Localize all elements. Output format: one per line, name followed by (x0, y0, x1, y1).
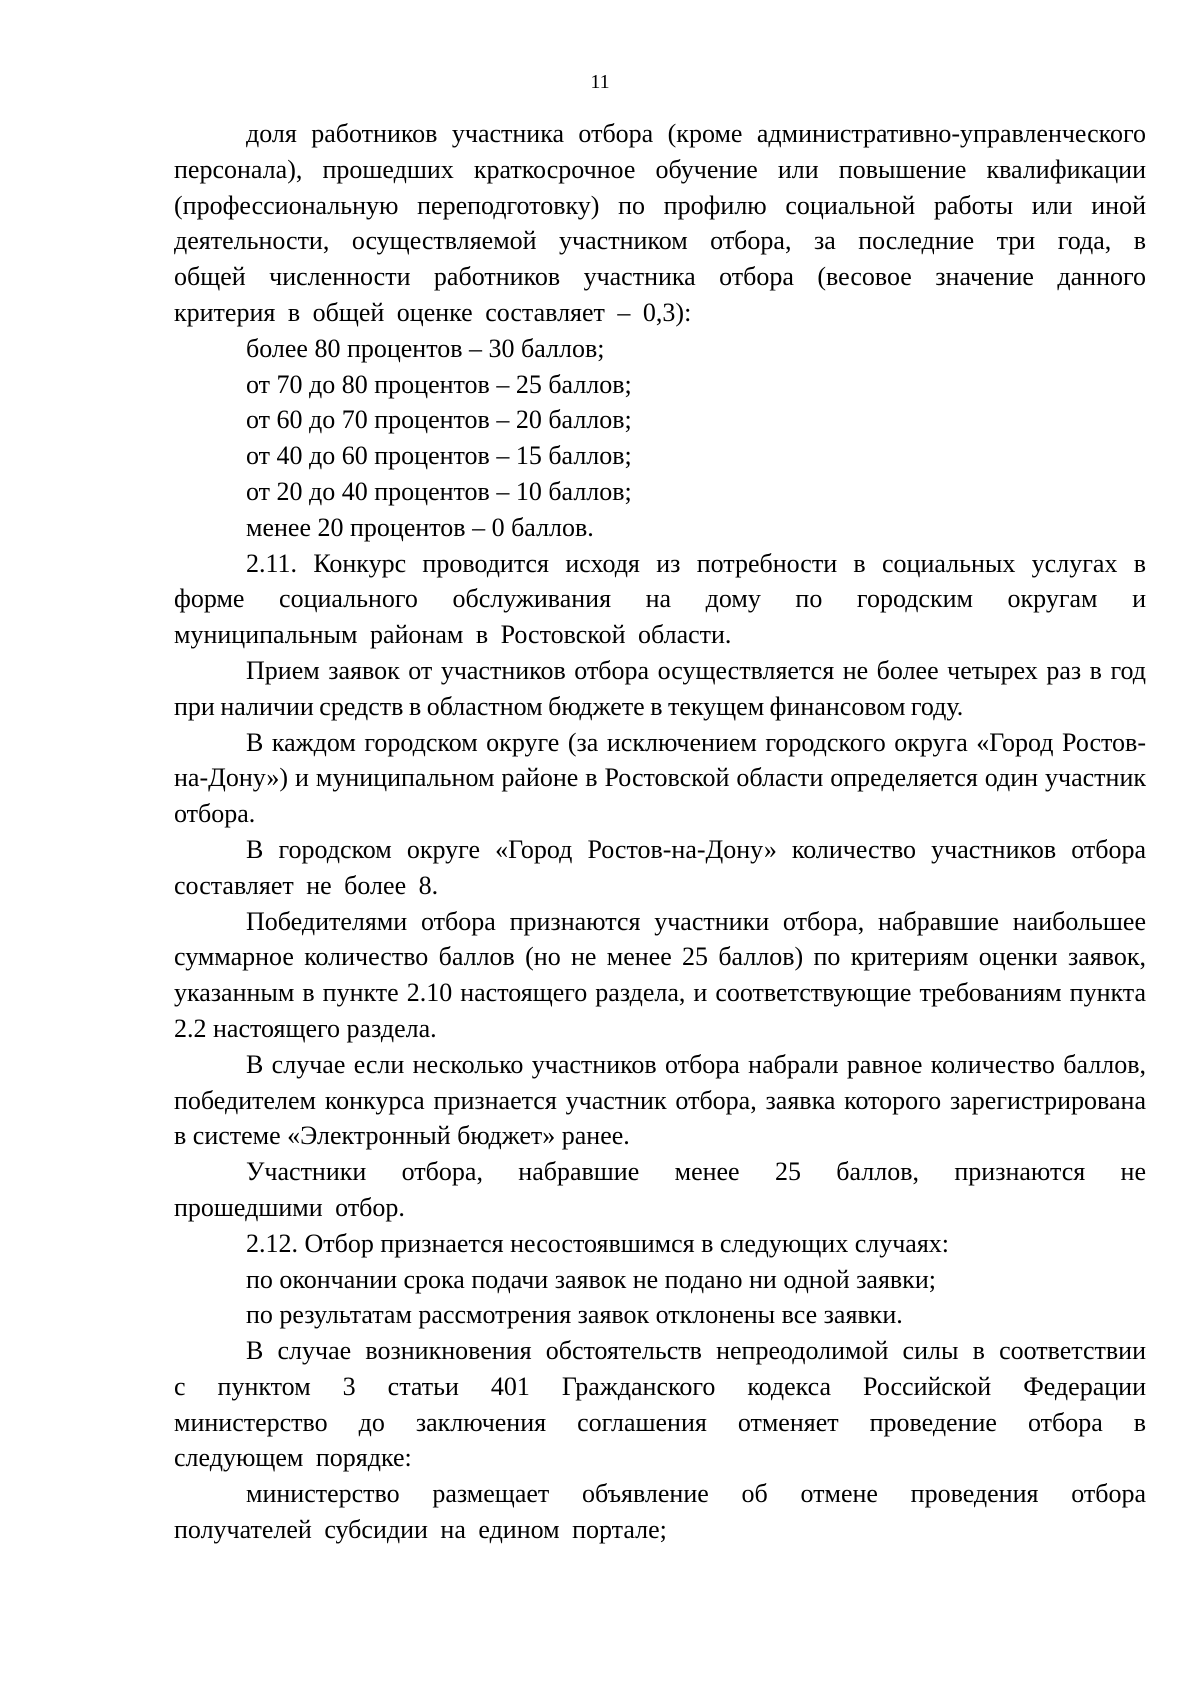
paragraph-force-majeure: В случае возникновения обстоятельств непреодолимой силы в соответствии с пунктом 3 статьи 401 Гражданского кодекса Российской Федерации министерство до заключения соглашения отменяет проведение отбора в следующем порядке: (174, 1336, 1146, 1473)
document-body (174, 116, 1146, 1548)
score-item-40-60: от 40 до 60 процентов – 15 баллов; (246, 441, 632, 471)
paragraph-winners: Победителями отбора признаются участники отбора, набравшие наибольшее суммарное количество баллов (но не менее 25 баллов) по критериям оценки заявок, указанным в пункте 2.10 настоящего раздела, и соответствующие требованиям пункта 2.2 настоящего раздела. (174, 906, 1146, 1043)
paragraph-2-12-selection-void: 2.12. Отбор признается несостоявшимся в следующих случаях: (246, 1228, 950, 1258)
score-item-under-20: менее 20 процентов – 0 баллов. (246, 512, 594, 542)
paragraph-cancellation-announcement: министерство размещает объявление об отмене проведения отбора получателей субсидии на едином портале; (174, 1479, 1146, 1545)
score-item-20-40: от 20 до 40 процентов – 10 баллов; (246, 476, 632, 506)
score-item-60-70: от 60 до 70 процентов – 20 баллов; (246, 405, 632, 435)
page-number: 11 (590, 71, 610, 93)
paragraph-equal-scores: В случае если несколько участников отбора набрали равное количество баллов, победителем конкурса признается участник отбора, заявка которого зарегистрирована в системе «Электронный бюджет» ранее. (174, 1049, 1146, 1151)
paragraph-criterion-staff-training: доля работников участника отбора (кроме административно-управленческого персонала), прошедших краткосрочное обучение или повышение квалификации (профессиональную переподготовку) по профилю социальной работы или иной деятельности, осуществляемой участником отбора, за последние три года, в общей численности работников участника отбора (весовое значение данного критерия в общей оценке составляет – 0,3): (174, 119, 1146, 327)
paragraph-application-intake: Прием заявок от участников отбора осуществляется не более четырех раз в год при наличии средств в областном бюджете в текущем финансовом году. (174, 655, 1146, 721)
paragraph-one-participant-per-district: В каждом городском округе (за исключением городского округа «Город Ростов-на-Дону») и муниципальном районе в Ростовской области определяется один участник отбора. (174, 727, 1146, 829)
void-case-all-rejected: по результатам рассмотрения заявок отклонены все заявки. (246, 1300, 903, 1330)
void-case-no-applications: по окончании срока подачи заявок не подано ни одной заявки; (246, 1264, 936, 1294)
paragraph-failed-participants: Участники отбора, набравшие менее 25 баллов, признаются не прошедшими отбор. (174, 1157, 1146, 1222)
paragraph-rostov-participant-limit: В городском округе «Город Ростов-на-Дону» количество участников отбора составляет не более 8. (174, 834, 1146, 900)
paragraph-2-11-contest: 2.11. Конкурс проводится исходя из потребности в социальных услугах в форме социального обслуживания на дому по городским округам и муниципальным районам в Ростовской области. (174, 548, 1146, 650)
score-item-70-80: от 70 до 80 процентов – 25 баллов; (246, 369, 632, 399)
score-item-over-80: более 80 процентов – 30 баллов; (246, 333, 605, 363)
